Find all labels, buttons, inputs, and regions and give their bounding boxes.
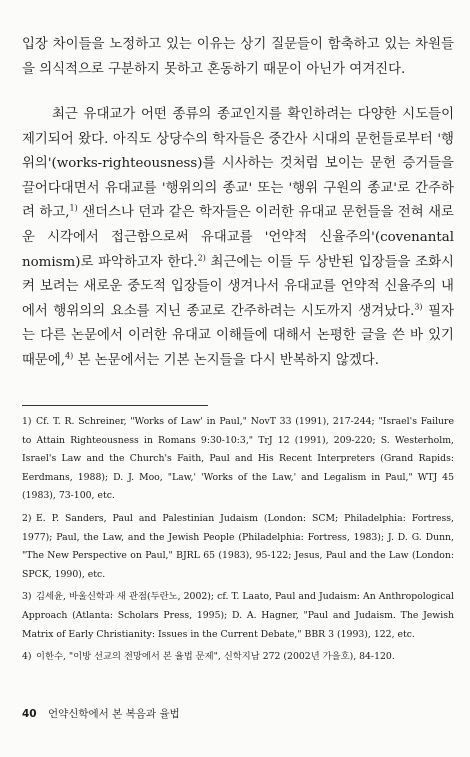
footnote-2 [22,510,454,584]
paragraph-2-text-4: 필자는 다른 논문에서 이러한 유대교 이해들에 대해서 논평한 글을 쓴 바 있기 때문에, [22,303,454,368]
running-title: 언약신학에서 본 복음과 율법 [47,708,180,720]
footnote-number: 4) [22,651,32,663]
paragraph-2-text-5: 본 논문에서는 기본 논지들을 다시 반복하지 않겠다. [73,352,379,368]
footnote-number: 2) [22,512,32,524]
body-paragraph-2 [22,103,454,374]
footnote-ref-1[interactable]: 1) [69,203,78,213]
footnote-ref-4[interactable]: 4) [65,351,74,361]
footnote-ref-2[interactable]: 2) [197,253,206,263]
paragraph-2-text-3: 최근에는 이들 두 상반된 입장들을 조화시켜 보려는 새로운 중도적 입장들이 생겨나서 유대교를 언약적 신율주의 내에서 행위의의 요소를 지닌 종교로 간주하려는 시도까지 생겨났다. [22,254,454,319]
footnote-text: E. P. Sanders, Paul and Palestinian Judaism (London: SCM; Philadelphia: Fortress, 1977); Paul, the Law, and the Jewish People (Philadelphia: Fortress, 1983); J. D. G. Dunn, "The New Perspective on Paul," BJRL 65 (1983), 95-122; Jesus, Paul and the Law (London: SPCK, 1990), etc. [22,512,454,580]
page-footer [22,706,180,721]
footnote-divider [22,405,208,406]
footnote-text: Cf. T. R. Schreiner, "Works of Law' in Paul," NovT 33 (1991), 217-244; "Israel's Failure to Attain Righteousness in Romans 9:30-10:3," TrJ 12 (1991), 209-220; S. Westerholm, Israel's Law and the Church's Faith, Paul and His Recent Interpreters (Grand Rapids: Eerdmans, 1988); D. J. Moo, "Law,' 'Works of the Law,' and Legalism in Paul," WTJ 45 (1983), 73-100, etc. [22,416,454,502]
footnote-3 [22,588,454,644]
footnote-text: 이한수, "이방 선교의 전망에서 본 율법 문제", 신학지남 272 (2002년 가을호), 84-120. [36,651,395,663]
footnote-number: 1) [22,416,32,427]
footnote-1 [22,413,454,506]
footnote-4 [22,648,454,667]
footnote-ref-3[interactable]: 3) [414,302,423,312]
body-paragraph-1: 입장 차이들을 노정하고 있는 이유는 상기 질문들이 함축하고 있는 차원들을 의식적으로 구분하지 못하고 혼동하기 때문이 아닌가 여겨진다. [22,37,454,77]
footnote-number: 3) [22,591,32,603]
paragraph-2-text-2: 샌더스나 던과 같은 학자들은 이러한 유대교 문헌들을 전혀 새로운 시각에서 접근함으로써 유대교를 '언약적 신율주의'(covenantal nomism)로 파악하고자 한다. [22,205,454,270]
footnotes [22,413,454,671]
paragraph-2-text-1: 최근 유대교가 어떤 종류의 종교인지를 확인하려는 다양한 시도들이 제기되어 왔다. 아직도 상당수의 학자들은 중간사 시대의 문헌들로부터 '행위의'(works-righteousness)를 시사하는 것처럼 보이는 문헌 증거들을 끌어다대면서 유대교를 '행위의의 종교' 또는 '행위 구원의 종교'로 간주하려 하고, [22,107,454,221]
page-number: 40 [22,708,37,720]
footnote-text: 김세윤, 바울신학과 새 관점(두란노, 2002); cf. T. Laato, Paul and Judaism: An Anthropological Approach (Atlanta: Scholars Press, 1995); D. A. Hagner, "Paul and Judaism. The Jewish Matrix of Early Christianity: Issues in the Current Debate," BBR 3 (1993), 122, etc. [22,591,454,640]
